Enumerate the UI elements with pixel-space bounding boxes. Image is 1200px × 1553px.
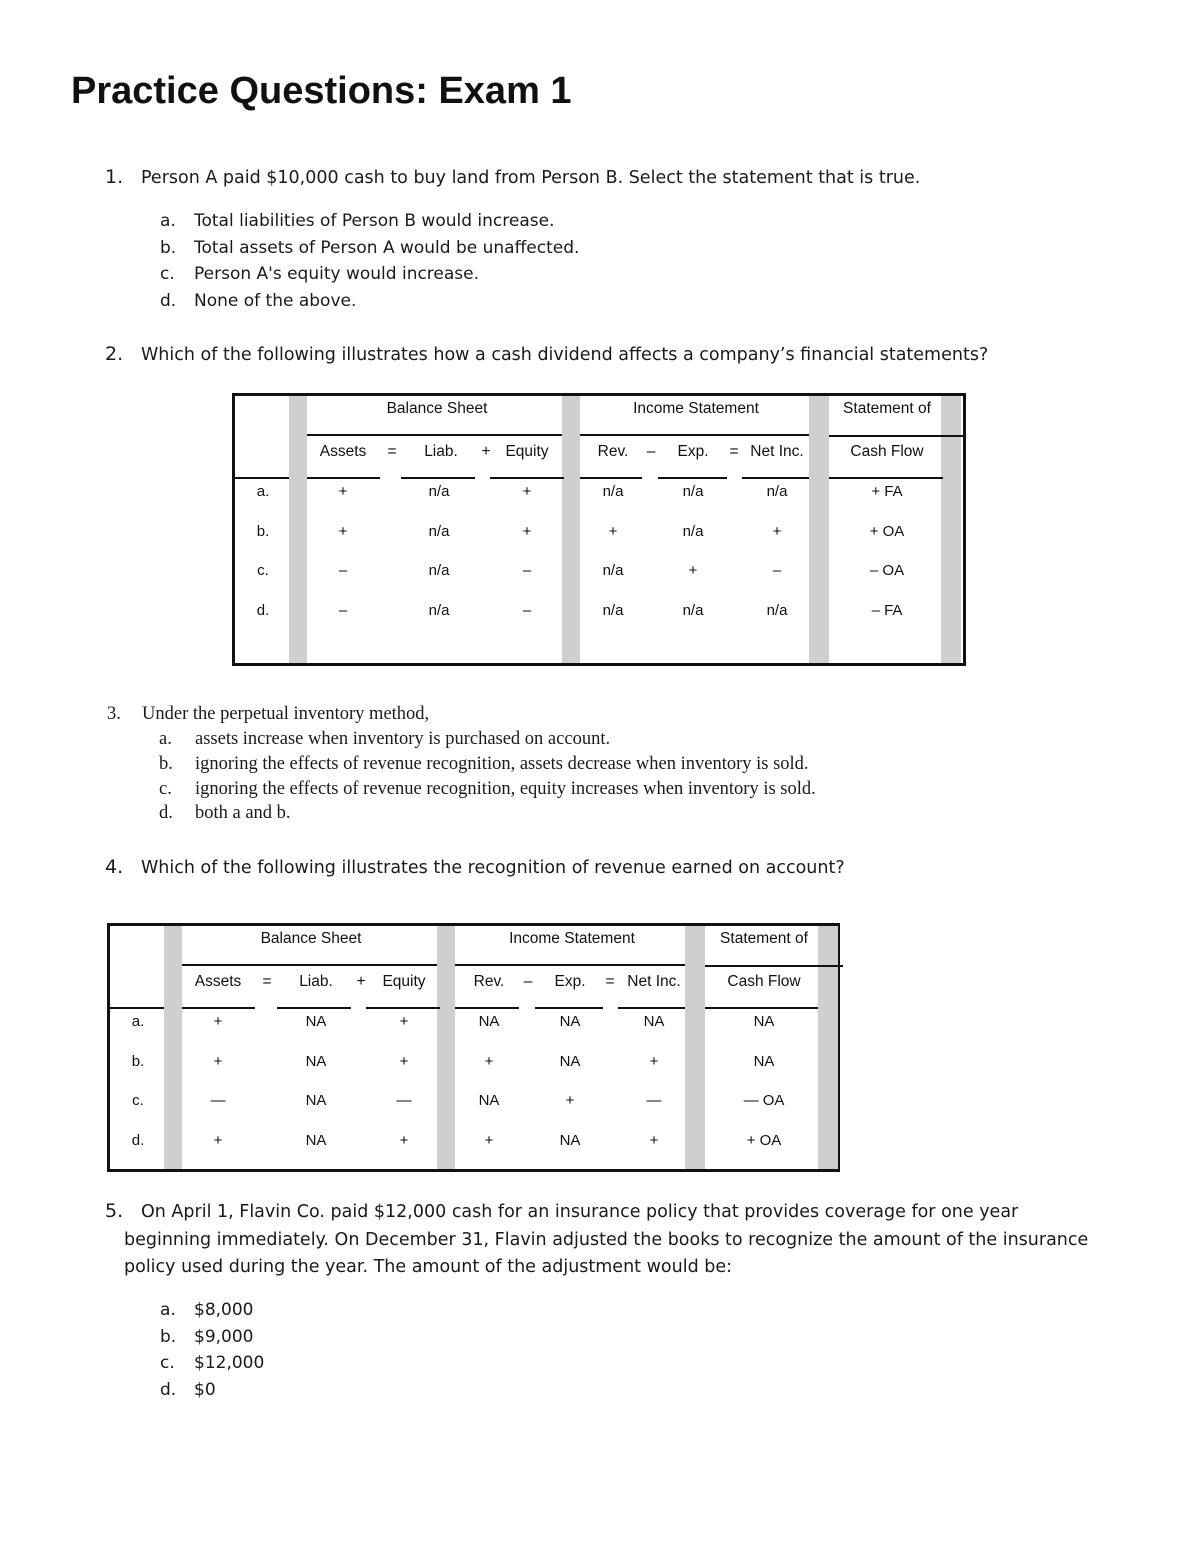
question-number: 1. — [105, 166, 124, 188]
net-inc-cell: n/a — [766, 483, 788, 500]
header-eq1: = — [262, 973, 272, 990]
option-b[interactable]: b. ignoring the effects of revenue recognition, assets decrease when inventory is sold. — [159, 753, 809, 774]
header-plus: + — [481, 443, 491, 460]
liab-cell: n/a — [428, 601, 450, 619]
option-c[interactable]: c. Person A's equity would increase. — [160, 264, 480, 284]
rev-cell: n/a — [602, 562, 624, 579]
row-label: b. — [131, 1052, 145, 1070]
header-equity: Equity — [505, 443, 549, 460]
rev-cell: n/a — [602, 601, 624, 619]
assets-cell: + — [338, 483, 348, 500]
header-statement-of: Statement of — [720, 930, 808, 947]
header-net-inc: Net Inc. — [750, 443, 804, 460]
option-a[interactable]: a. Total liabilities of Person B would increase. — [160, 211, 555, 231]
assets-cell: + — [338, 522, 348, 540]
question-number: 3. — [107, 704, 121, 724]
cash-flow-cell: – FA — [871, 601, 903, 619]
liab-cell: NA — [305, 1092, 327, 1109]
header-eq1: = — [387, 443, 397, 460]
question-number: 5. — [105, 1200, 124, 1222]
header-eq2: = — [729, 443, 739, 460]
equity-cell: — — [396, 1092, 412, 1109]
equity-cell: + — [522, 522, 532, 540]
rev-cell: NA — [478, 1092, 500, 1109]
header-income-statement: Income Statement — [633, 400, 759, 417]
net-inc-cell: + — [649, 1052, 659, 1070]
header-plus: + — [356, 973, 366, 990]
question-3 — [107, 701, 429, 727]
liab-cell: n/a — [428, 522, 450, 540]
question-5 — [105, 1198, 1088, 1282]
header-minus: – — [646, 443, 656, 460]
rev-cell: + — [484, 1131, 494, 1149]
header-balance-sheet: Balance Sheet — [260, 930, 362, 947]
net-inc-cell: — — [646, 1092, 662, 1109]
row-label: c. — [257, 562, 269, 579]
header-exp: Exp. — [554, 973, 586, 990]
option-a[interactable]: a. $8,000 — [160, 1300, 254, 1320]
question-5-options — [160, 1297, 264, 1403]
option-c[interactable]: c. ignoring the effects of revenue recognition, equity increases when inventory is sold. — [159, 778, 816, 799]
question-text: Which of the following illustrates how a cash dividend affects a company’s financial statements? — [141, 345, 989, 365]
question-text: Which of the following illustrates the recognition of revenue earned on account? — [141, 858, 845, 878]
equity-cell: – — [522, 601, 532, 619]
header-rev: Rev. — [597, 443, 629, 460]
question-text: Under the perpetual inventory method, — [142, 704, 430, 724]
cash-flow-cell: – OA — [869, 562, 905, 579]
question-text: Person A paid $10,000 cash to buy land from Person B. Select the statement that is true. — [141, 168, 921, 188]
page-title: Practice Questions: Exam 1 — [71, 70, 572, 112]
exp-cell: n/a — [682, 601, 704, 619]
cash-flow-cell: + OA — [746, 1131, 782, 1149]
question-number: 2. — [105, 343, 124, 365]
header-statement-of: Statement of — [843, 400, 931, 417]
liab-cell: NA — [305, 1052, 327, 1070]
row-label: d. — [256, 601, 270, 619]
row-label: c. — [132, 1092, 144, 1109]
cash-flow-cell: — OA — [743, 1092, 785, 1109]
liab-cell: NA — [305, 1013, 327, 1030]
option-a[interactable]: a. assets increase when inventory is purchased on account. — [159, 729, 611, 749]
rev-cell: NA — [478, 1013, 500, 1030]
question-2 — [105, 341, 988, 368]
option-d[interactable]: d. both a and b. — [159, 803, 291, 824]
question-text-line-1: On April 1, Flavin Co. paid $12,000 cash for an insurance policy that provides coverage for one year — [141, 1202, 1019, 1222]
rev-cell: + — [608, 522, 618, 540]
header-liab: Liab. — [424, 443, 458, 460]
equity-cell: – — [522, 562, 532, 579]
assets-cell: + — [213, 1131, 223, 1149]
question-1-options — [160, 208, 579, 314]
question-1 — [105, 164, 920, 191]
exp-cell: n/a — [682, 522, 704, 540]
header-rev: Rev. — [473, 973, 505, 990]
cash-flow-cell: + OA — [869, 522, 905, 540]
rev-cell: + — [484, 1052, 494, 1070]
option-c[interactable]: c. $12,000 — [160, 1353, 265, 1373]
net-inc-cell: + — [772, 522, 782, 540]
header-exp: Exp. — [677, 443, 709, 460]
header-liab: Liab. — [299, 973, 333, 990]
exp-cell: + — [565, 1092, 575, 1109]
header-cash-flow: Cash Flow — [850, 443, 924, 460]
cash-flow-cell: NA — [753, 1013, 775, 1030]
header-assets: Assets — [194, 973, 242, 990]
row-label: a. — [256, 483, 270, 500]
question-4 — [105, 854, 845, 881]
option-b[interactable]: b. $9,000 — [160, 1326, 254, 1347]
option-d[interactable]: d. $0 — [160, 1379, 216, 1400]
net-inc-cell: NA — [643, 1013, 665, 1030]
exp-cell: NA — [559, 1131, 581, 1149]
equity-cell: + — [399, 1013, 409, 1030]
cash-flow-cell: NA — [753, 1052, 775, 1070]
row-label: a. — [131, 1013, 145, 1030]
equity-cell: + — [399, 1052, 409, 1070]
row-label: b. — [256, 522, 270, 540]
header-eq2: = — [605, 973, 615, 990]
option-b[interactable]: b. Total assets of Person A would be unaffected. — [160, 237, 580, 258]
header-equity: Equity — [382, 973, 426, 990]
question-number: 4. — [105, 856, 124, 878]
exp-cell: NA — [559, 1013, 581, 1030]
liab-cell: n/a — [428, 562, 450, 579]
assets-cell: – — [338, 562, 348, 579]
net-inc-cell: n/a — [766, 601, 788, 619]
assets-cell: + — [213, 1013, 223, 1030]
net-inc-cell: + — [649, 1131, 659, 1149]
assets-cell: – — [338, 601, 348, 619]
row-label: d. — [131, 1131, 145, 1149]
header-balance-sheet: Balance Sheet — [386, 400, 488, 417]
header-minus: – — [523, 973, 533, 990]
equity-cell: + — [522, 483, 532, 500]
rev-cell: n/a — [602, 483, 624, 500]
header-assets: Assets — [319, 443, 367, 460]
assets-cell: + — [213, 1052, 223, 1070]
cash-flow-cell: + FA — [871, 483, 903, 500]
equity-cell: + — [399, 1131, 409, 1149]
net-inc-cell: – — [772, 562, 782, 579]
exp-cell: + — [688, 562, 698, 579]
liab-cell: NA — [305, 1131, 327, 1149]
exp-cell: n/a — [682, 483, 704, 500]
effects-table-q4 — [107, 923, 840, 1172]
liab-cell: n/a — [428, 483, 450, 500]
exp-cell: NA — [559, 1052, 581, 1070]
header-net-inc: Net Inc. — [627, 973, 681, 990]
option-d[interactable]: d. None of the above. — [160, 290, 357, 311]
question-text-line-2: beginning immediately. On December 31, Flavin adjusted the books to recognize the amount of the insurance — [124, 1229, 1089, 1250]
header-income-statement: Income Statement — [509, 930, 635, 947]
assets-cell: — — [210, 1092, 226, 1109]
question-3-options — [159, 727, 816, 826]
header-cash-flow: Cash Flow — [727, 973, 801, 990]
effects-table-q2 — [232, 393, 966, 666]
question-text-line-3: policy used during the year. The amount of the adjustment would be: — [124, 1257, 733, 1277]
